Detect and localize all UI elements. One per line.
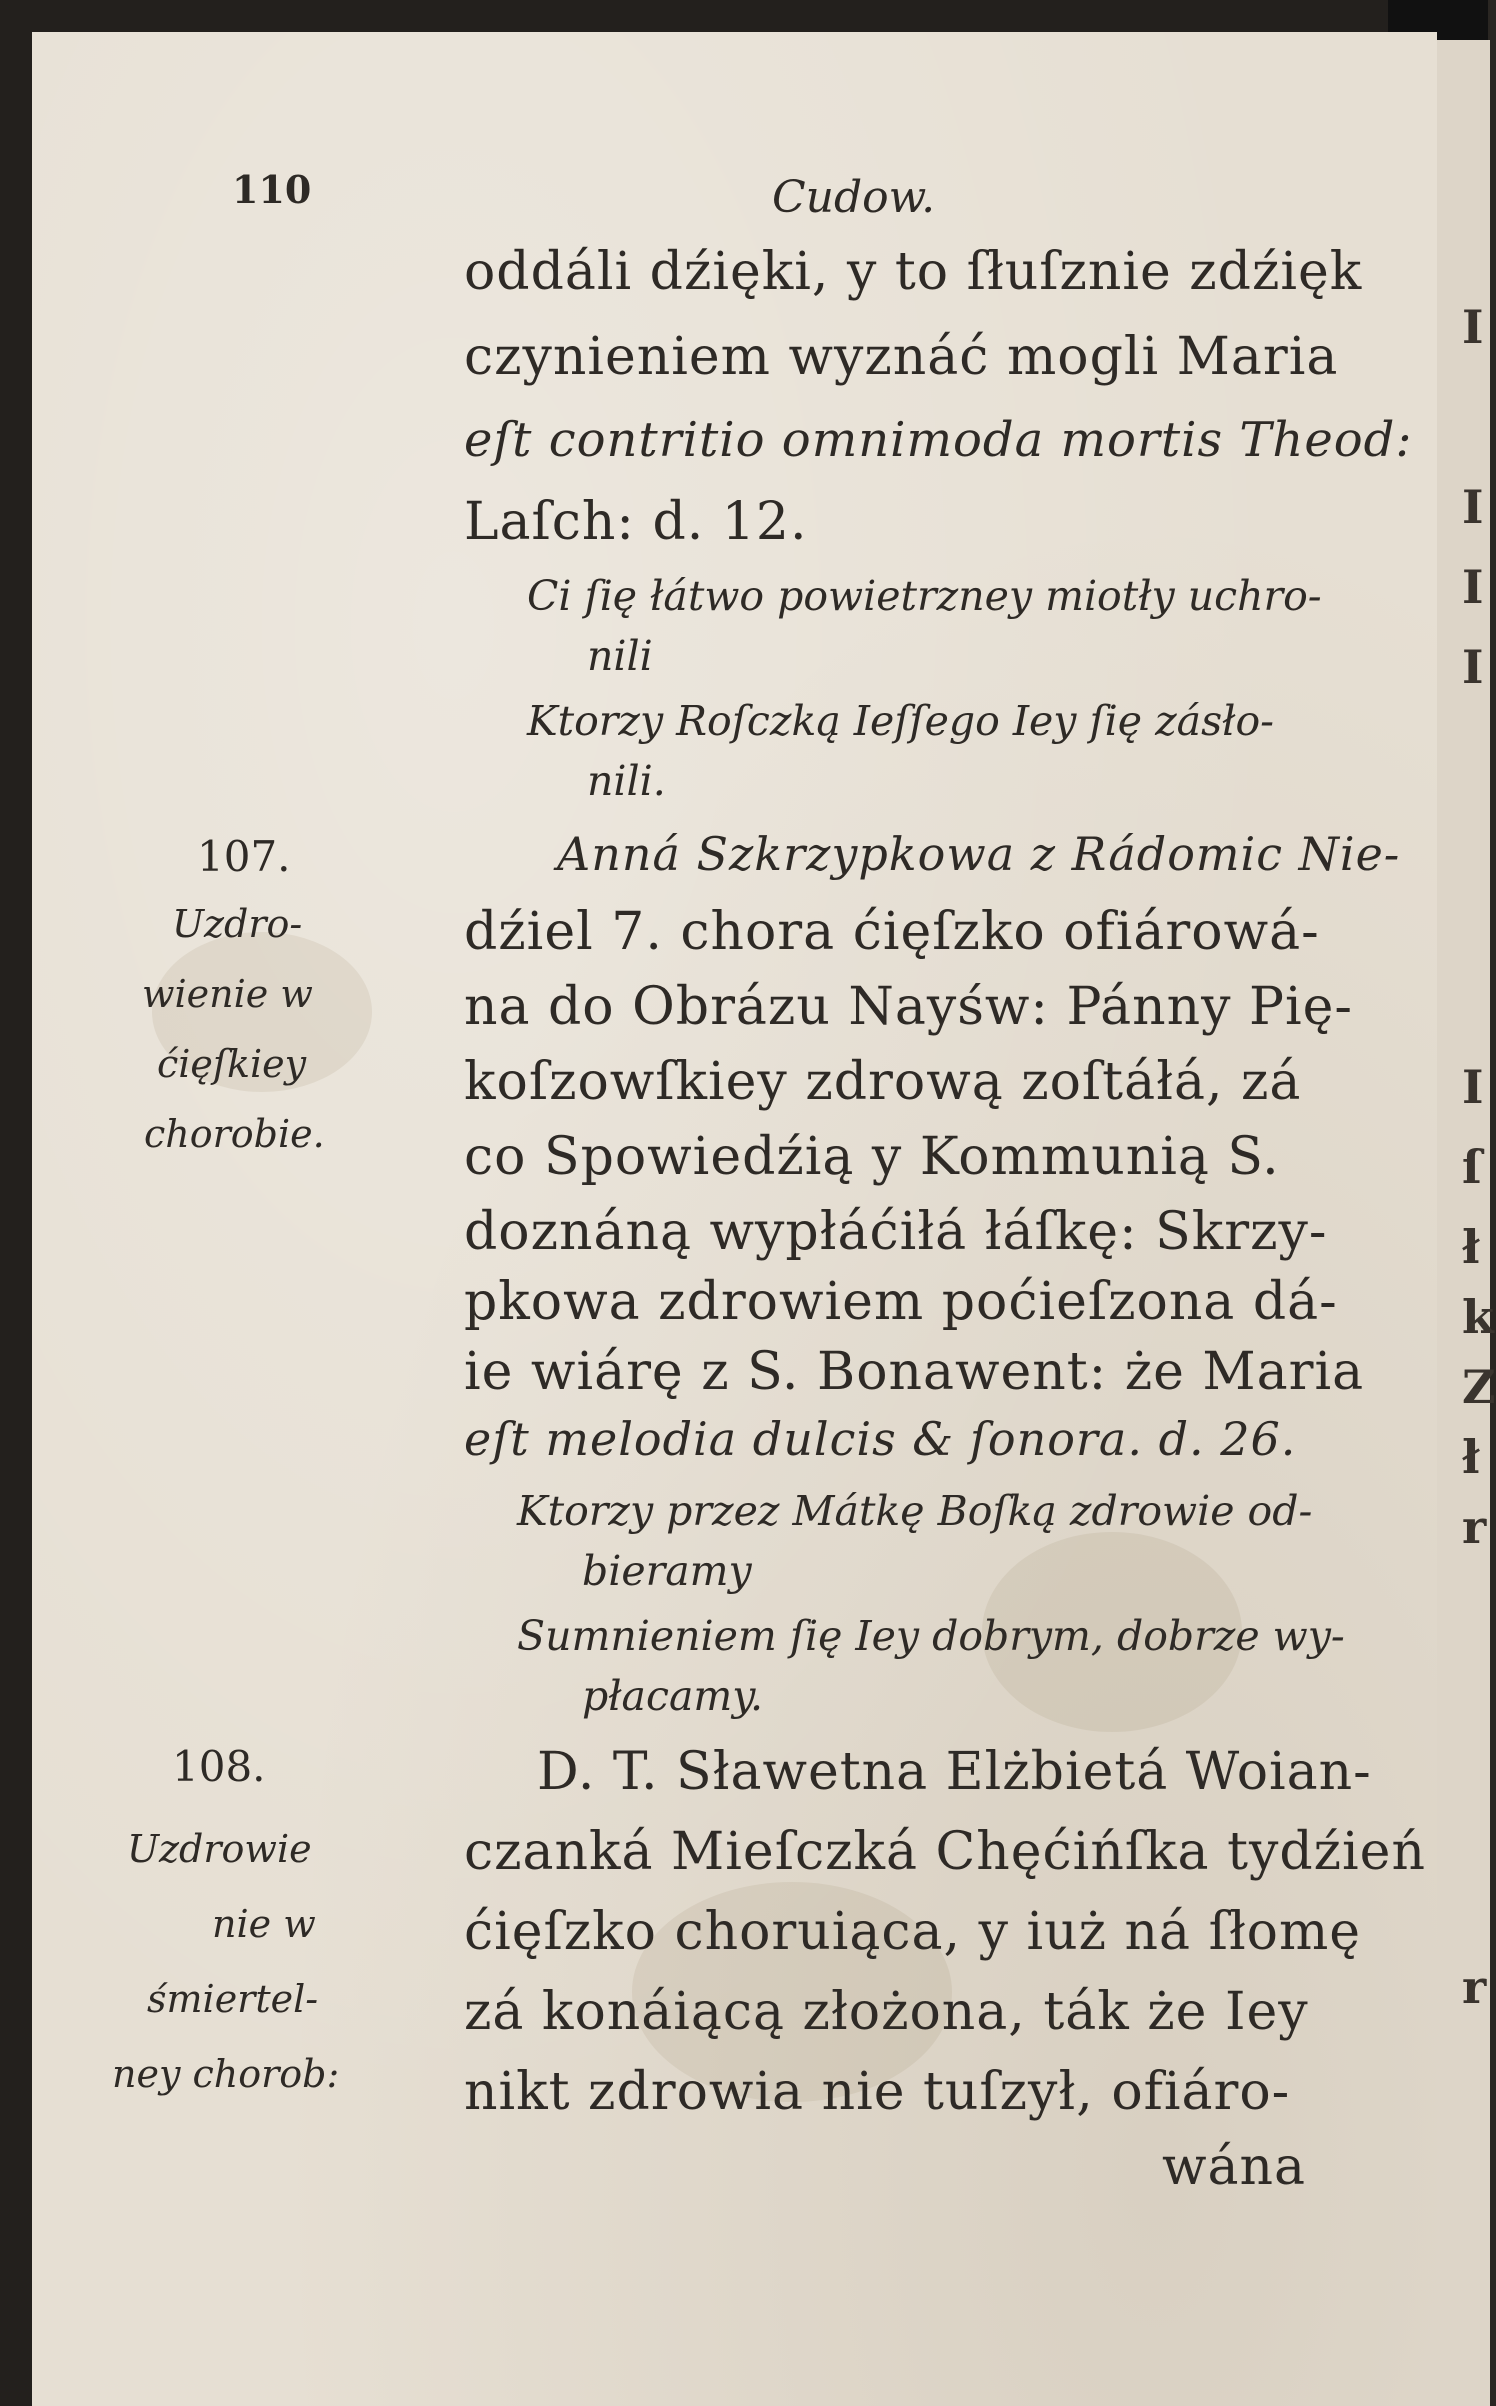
- verse-line: nili: [587, 632, 653, 680]
- facing-page-letter: I: [1462, 1060, 1484, 1114]
- margin-note-line: nie w: [212, 1902, 316, 1946]
- text-line: eſt contritio omnimoda mortis Theod:: [464, 412, 1413, 468]
- text-line: koſzowſkiey zdrową zoſtáłá, zá: [464, 1052, 1302, 1112]
- section-number: 107.: [197, 832, 291, 881]
- verse-line: Ci ſię łátwo powietrzney miotły uchro-: [527, 572, 1322, 620]
- facing-page-letter: r: [1462, 1960, 1487, 2014]
- text-line: ćięſzko choruiąca, y iuż ná ſłomę: [464, 1902, 1362, 1962]
- facing-page-letter: Z: [1462, 1360, 1496, 1414]
- text-line: dźiel 7. chora ćięſzko ofiárowá-: [464, 902, 1320, 962]
- margin-note-line: chorobie.: [144, 1112, 325, 1156]
- facing-page-letter: ł: [1462, 1430, 1480, 1484]
- margin-note-line: ney chorob:: [112, 2052, 340, 2096]
- running-title: Cudow.: [772, 172, 936, 223]
- text-line: oddáli dźięki, y to ſłuſznie zdźięk: [464, 242, 1363, 302]
- verse-line: Ktorzy Roſczką Ieſſego Iey ſię zásło-: [527, 697, 1274, 745]
- catchword: wána: [1162, 2137, 1307, 2197]
- facing-page-letter: ł: [1462, 1220, 1480, 1274]
- text-line: czynieniem wyznáć mogli Maria: [464, 327, 1339, 387]
- section-number: 108.: [172, 1742, 266, 1791]
- facing-page-letter: I: [1462, 640, 1484, 694]
- facing-page-letter: I: [1462, 480, 1484, 534]
- verse-line: bieramy: [582, 1547, 752, 1595]
- text-line: zá konáiącą złożona, ták że Iey: [464, 1982, 1309, 2042]
- verse-line: Sumnieniem ſię Iey dobrym, dobrze wy-: [517, 1612, 1345, 1660]
- text-line: D. T. Sławetna Elżbietá Woian-: [537, 1742, 1372, 1802]
- text-line: co Spowiedźią y Kommunią S.: [464, 1127, 1280, 1187]
- text-line: eſt melodia dulcis & ſonora. d. 26.: [464, 1412, 1297, 1466]
- margin-note-line: wienie w: [142, 972, 313, 1016]
- facing-page-letter: r: [1462, 1500, 1487, 1554]
- verse-line: Ktorzy przez Mátkę Boſką zdrowie od-: [517, 1487, 1313, 1535]
- text-line: na do Obrázu Nayśw: Pánny Pię-: [464, 977, 1353, 1037]
- margin-note-line: śmiertel-: [147, 1977, 319, 2021]
- page-number: 110: [232, 167, 312, 212]
- book-page: [32, 32, 1437, 2406]
- facing-page-letter: k: [1462, 1290, 1494, 1344]
- text-line: czanká Mieſczká Chęćińſka tydźień: [464, 1822, 1426, 1882]
- text-line: ie wiárę z S. Bonawent: że Maria: [464, 1342, 1365, 1402]
- verse-line: nili.: [587, 757, 666, 805]
- facing-page-letter: ſ: [1462, 1140, 1482, 1194]
- verse-line: płacamy.: [582, 1672, 764, 1720]
- text-line: doznáną wypłáćiłá łáſkę: Skrzy-: [464, 1202, 1328, 1262]
- margin-note-line: Uzdro-: [172, 902, 303, 946]
- margin-note-line: ćięſkiey: [157, 1042, 307, 1086]
- text-line: Anná Szkrzypkowa z Rádomic Nie-: [557, 827, 1401, 881]
- text-line: Laſch: d. 12.: [464, 492, 808, 552]
- text-line: nikt zdrowia nie tuſzył, ofiáro-: [464, 2062, 1291, 2122]
- facing-page-letter: I: [1462, 560, 1484, 614]
- margin-note-line: Uzdrowie: [127, 1827, 312, 1871]
- text-line: pkowa zdrowiem poćieſzona dá-: [464, 1272, 1338, 1332]
- facing-page-letter: I: [1462, 300, 1484, 354]
